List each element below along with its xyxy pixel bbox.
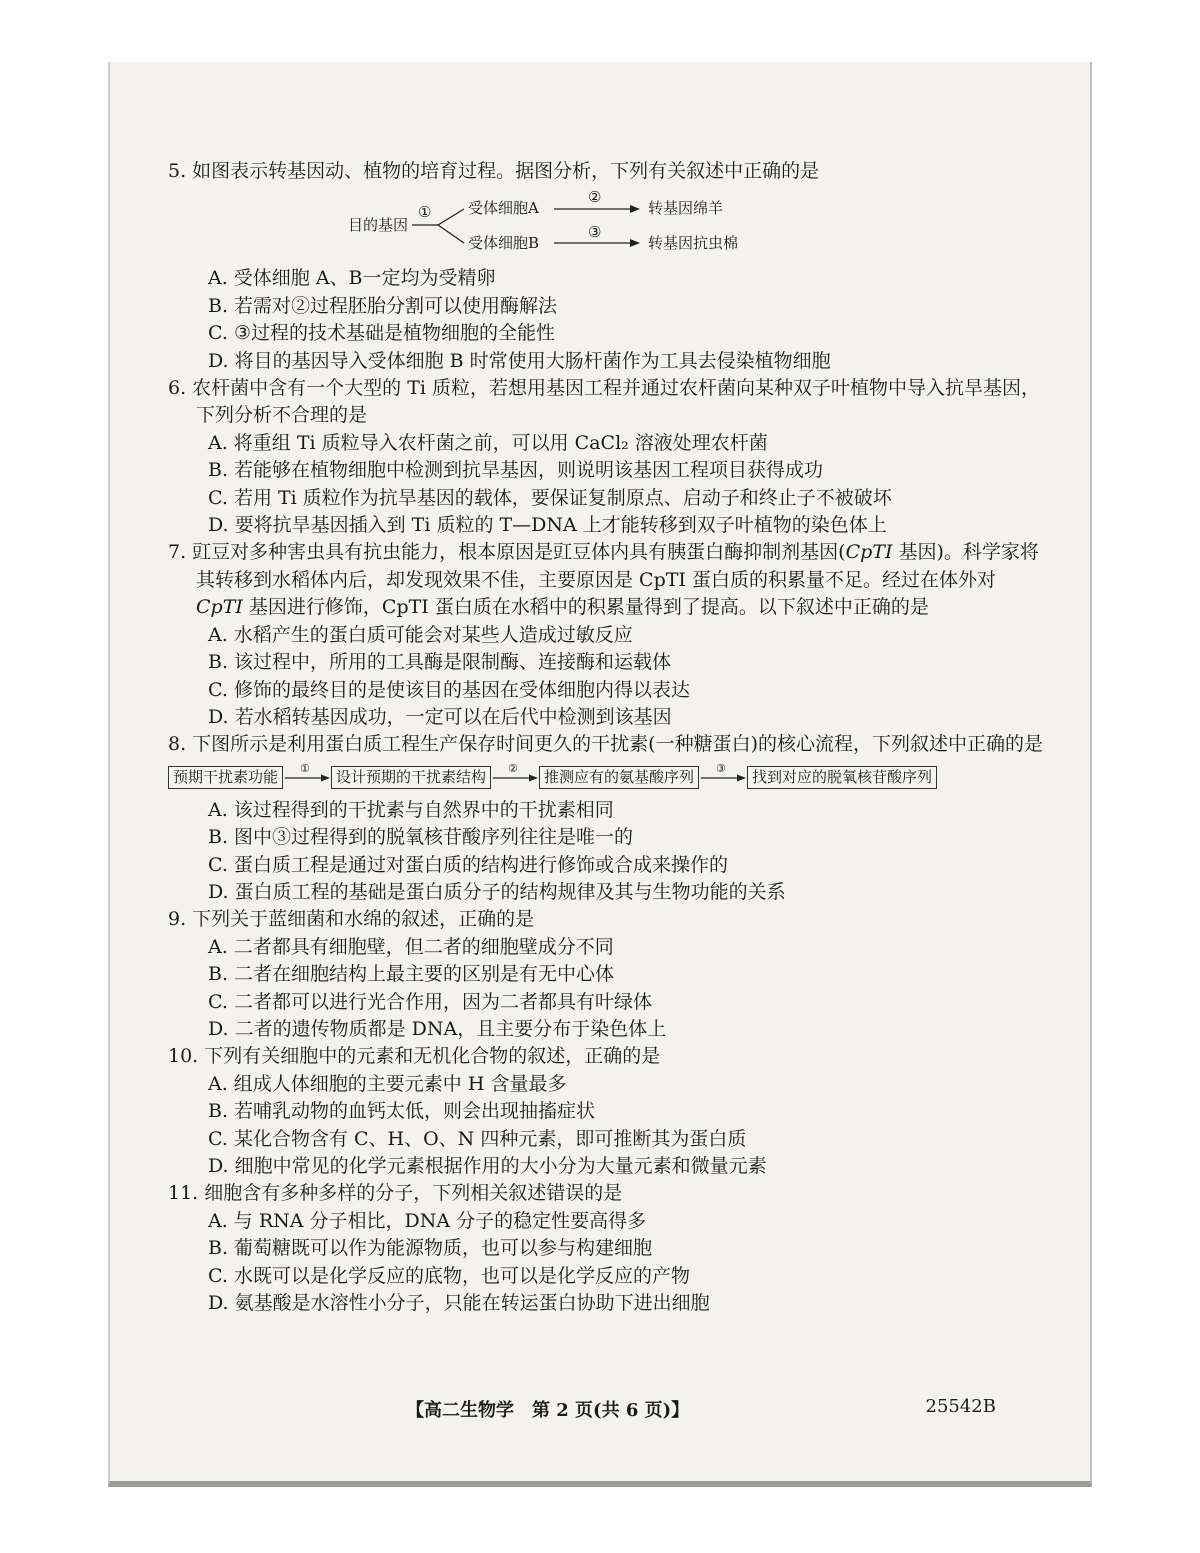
footer-title: 【高二生物学 第 2 页(共 6 页)】 bbox=[406, 1400, 690, 1421]
question-5 bbox=[168, 158, 1048, 375]
protein-engineering-flow bbox=[168, 761, 1048, 791]
option-b: B. 若哺乳动物的血钙太低，则会出现抽搐症状 bbox=[208, 1100, 596, 1123]
option-b: B. 若能够在植物细胞中检测到抗旱基因，则说明该基因工程项目获得成功 bbox=[208, 459, 824, 482]
option-b: B. 若需对②过程胚胎分割可以使用酶解法 bbox=[208, 294, 558, 317]
flow-box-1: 预期干扰素功能 bbox=[168, 766, 283, 789]
gene-name-italic: CpTI bbox=[845, 541, 893, 564]
product-a-label: 转基因绵羊 bbox=[648, 199, 724, 218]
option-a: A. 受体细胞 A、B一定均为受精卵 bbox=[208, 267, 496, 290]
question-10 bbox=[168, 1043, 1048, 1180]
flow-box-2: 设计预期的干扰素结构 bbox=[331, 766, 491, 789]
flow-arrow-1 bbox=[283, 761, 331, 791]
step-3-label: ③ bbox=[588, 223, 602, 242]
option-c: C. 水既可以是化学反应的底物，也可以是化学反应的产物 bbox=[208, 1264, 690, 1287]
step-2-label: ② bbox=[588, 188, 602, 207]
option-d: D. 要将抗旱基因插入到 Ti 质粒的 T—DNA 上才能转移到双子叶植物的染色体上 bbox=[208, 514, 887, 537]
question-6 bbox=[168, 375, 1048, 539]
question-stem: 5. 如图表示转基因动、植物的培育过程。据图分析，下列有关叙述中正确的是 bbox=[168, 160, 820, 182]
option-a: A. 二者都具有细胞壁，但二者的细胞壁成分不同 bbox=[208, 935, 614, 958]
flow-arrow-2 bbox=[491, 761, 539, 791]
question-7 bbox=[168, 539, 1048, 731]
option-a: A. 该过程得到的干扰素与自然界中的干扰素相同 bbox=[208, 798, 614, 821]
option-a: A. 水稻产生的蛋白质可能会对某些人造成过敏反应 bbox=[208, 623, 633, 646]
question-8 bbox=[168, 731, 1048, 906]
option-d: D. 氨基酸是水溶性小分子，只能在转运蛋白协助下进出细胞 bbox=[208, 1292, 710, 1315]
question-list bbox=[168, 158, 1048, 1317]
question-stem: 8. 下图所示是利用蛋白质工程生产保存时间更久的干扰素(一种糖蛋白)的核心流程，下列叙述中正确的是 bbox=[168, 733, 1043, 756]
question-stem: 11. 细胞含有多种多样的分子，下列相关叙述错误的是 bbox=[168, 1182, 623, 1205]
flow-box-4: 找到对应的脱氧核苷酸序列 bbox=[747, 766, 937, 789]
transgenic-diagram bbox=[168, 188, 1048, 261]
option-a: A. 将重组 Ti 质粒导入农杆菌之前，可以用 CaCl₂ 溶液处理农杆菌 bbox=[208, 431, 768, 454]
stem-part-3: 基因进行修饰，CpTI 蛋白质在水稻中的积累量得到了提高。以下叙述中正确的是 bbox=[242, 596, 929, 619]
footer-code: 25542B bbox=[925, 1396, 996, 1417]
flow-step-3: ③ bbox=[716, 761, 726, 775]
question-stem: 9. 下列关于蓝细菌和水绵的叙述，正确的是 bbox=[168, 908, 535, 931]
option-c: C. 修饰的最终目的是使该目的基因在受体细胞内得以表达 bbox=[208, 678, 690, 701]
flow-arrow-3 bbox=[699, 761, 747, 791]
question-stem: 10. 下列有关细胞中的元素和无机化合物的叙述，正确的是 bbox=[168, 1045, 661, 1068]
option-c: C. 蛋白质工程是通过对蛋白质的结构进行修饰或合成来操作的 bbox=[208, 853, 728, 876]
option-c: C. 二者都可以进行光合作用，因为二者都具有叶绿体 bbox=[208, 990, 652, 1013]
question-stem: 6. 农杆菌中含有一个大型的 Ti 质粒，若想用基因工程并通过农杆菌向某种双子叶植物中导入抗旱基因，下列分析不合理的是 bbox=[168, 377, 1040, 427]
product-b-label: 转基因抗虫棉 bbox=[648, 234, 739, 253]
option-a: A. 与 RNA 分子相比，DNA 分子的稳定性要高得多 bbox=[208, 1209, 647, 1232]
option-b: B. 图中③过程得到的脱氧核苷酸序列往往是唯一的 bbox=[208, 826, 634, 849]
cell-a-label: 受体细胞A bbox=[468, 199, 539, 218]
flow-box-3: 推测应有的氨基酸序列 bbox=[539, 766, 699, 789]
page-footer bbox=[110, 1396, 1094, 1426]
option-c: C. 若用 Ti 质粒作为抗旱基因的载体，要保证复制原点、启动子和终止子不被破坏 bbox=[208, 486, 892, 509]
option-b: B. 二者在细胞结构上最主要的区别是有无中心体 bbox=[208, 963, 615, 986]
flow-step-2: ② bbox=[508, 761, 518, 775]
cell-b-label: 受体细胞B bbox=[468, 234, 540, 253]
flow-step-1: ① bbox=[300, 761, 310, 775]
option-b: B. 该过程中，所用的工具酶是限制酶、连接酶和运载体 bbox=[208, 651, 672, 674]
gene-name-italic: CpTI bbox=[196, 596, 243, 619]
target-gene-label: 目的基因 bbox=[348, 216, 409, 235]
option-d: D. 将目的基因导入受体细胞 B 时常使用大肠杆菌作为工具去侵染植物细胞 bbox=[208, 349, 831, 372]
option-a: A. 组成人体细胞的主要元素中 H 含量最多 bbox=[208, 1072, 567, 1095]
option-d: D. 蛋白质工程的基础是蛋白质分子的结构规律及其与生物功能的关系 bbox=[208, 880, 786, 903]
question-9 bbox=[168, 906, 1048, 1043]
exam-page bbox=[108, 62, 1092, 1487]
option-d: D. 细胞中常见的化学元素根据作用的大小分为大量元素和微量元素 bbox=[208, 1155, 767, 1177]
option-c: C. ③过程的技术基础是植物细胞的全能性 bbox=[208, 322, 555, 345]
option-b: B. 葡萄糖既可以作为能源物质，也可以参与构建细胞 bbox=[208, 1237, 653, 1260]
step-1-label: ① bbox=[418, 203, 432, 222]
stem-part-1: 7. 豇豆对多种害虫具有抗虫能力，根本原因是豇豆体内具有胰蛋白酶抑制剂基因( bbox=[168, 541, 846, 564]
option-d: D. 二者的遗传物质都是 DNA，且主要分布于染色体上 bbox=[208, 1017, 667, 1040]
option-d: D. 若水稻转基因成功，一定可以在后代中检测到该基因 bbox=[208, 705, 672, 728]
option-c: C. 某化合物含有 C、H、O、N 四种元素，即可推断其为蛋白质 bbox=[208, 1127, 747, 1150]
stem-part-2: 基因)。科学家将其转移到水稻体内后，却发现效果不佳，主要原因是 CpTI 蛋白质的积累量不足。经过在体外对 bbox=[196, 541, 1039, 591]
question-stem bbox=[168, 539, 1048, 621]
question-11 bbox=[168, 1180, 1048, 1317]
